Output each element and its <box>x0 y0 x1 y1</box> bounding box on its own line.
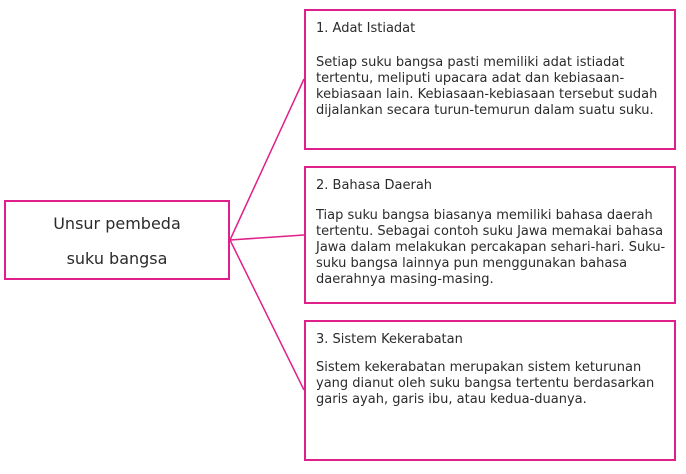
item-description: Tiap suku bangsa biasanya memiliki bahasa daerah tertentu. Sebagai contoh suku Jawa memakai bahasa Jawa dalam melakukan percakapan sehari-hari. Suku-suku bangsa lainnya pun menggunakan bahasa daerahnya masing-masing. <box>316 208 666 287</box>
connector-line-2 <box>230 235 304 240</box>
item-box-adat-istiadat <box>304 9 676 150</box>
item-description: Sistem kekerabatan merupakan sistem keturunan yang dianut oleh suku bangsa tertentu berdasarkan garis ayah, garis ibu, atau kedua-duanya. <box>316 360 655 407</box>
item-box-bahasa-daerah <box>304 166 676 304</box>
connector-line-3 <box>230 240 304 390</box>
item-title: 1. Adat Istiadat <box>316 21 416 36</box>
central-concept-line-1: Unsur pembeda <box>53 214 181 233</box>
connector-line-1 <box>230 79 304 240</box>
central-concept-line-2: suku bangsa <box>66 249 168 268</box>
item-description: Setiap suku bangsa pasti memiliki adat istiadat tertentu, meliputi upacara adat dan kebiasaan-kebiasaan lain. Kebiasaan-kebiasaan tersebut sudah dijalankan secara turun-temurun dalam suatu suku. <box>316 55 658 118</box>
central-concept-box <box>4 200 230 280</box>
item-title: 3. Sistem Kekerabatan <box>316 332 463 347</box>
item-title: 2. Bahasa Daerah <box>316 178 433 193</box>
item-box-sistem-kekerabatan <box>304 320 676 461</box>
